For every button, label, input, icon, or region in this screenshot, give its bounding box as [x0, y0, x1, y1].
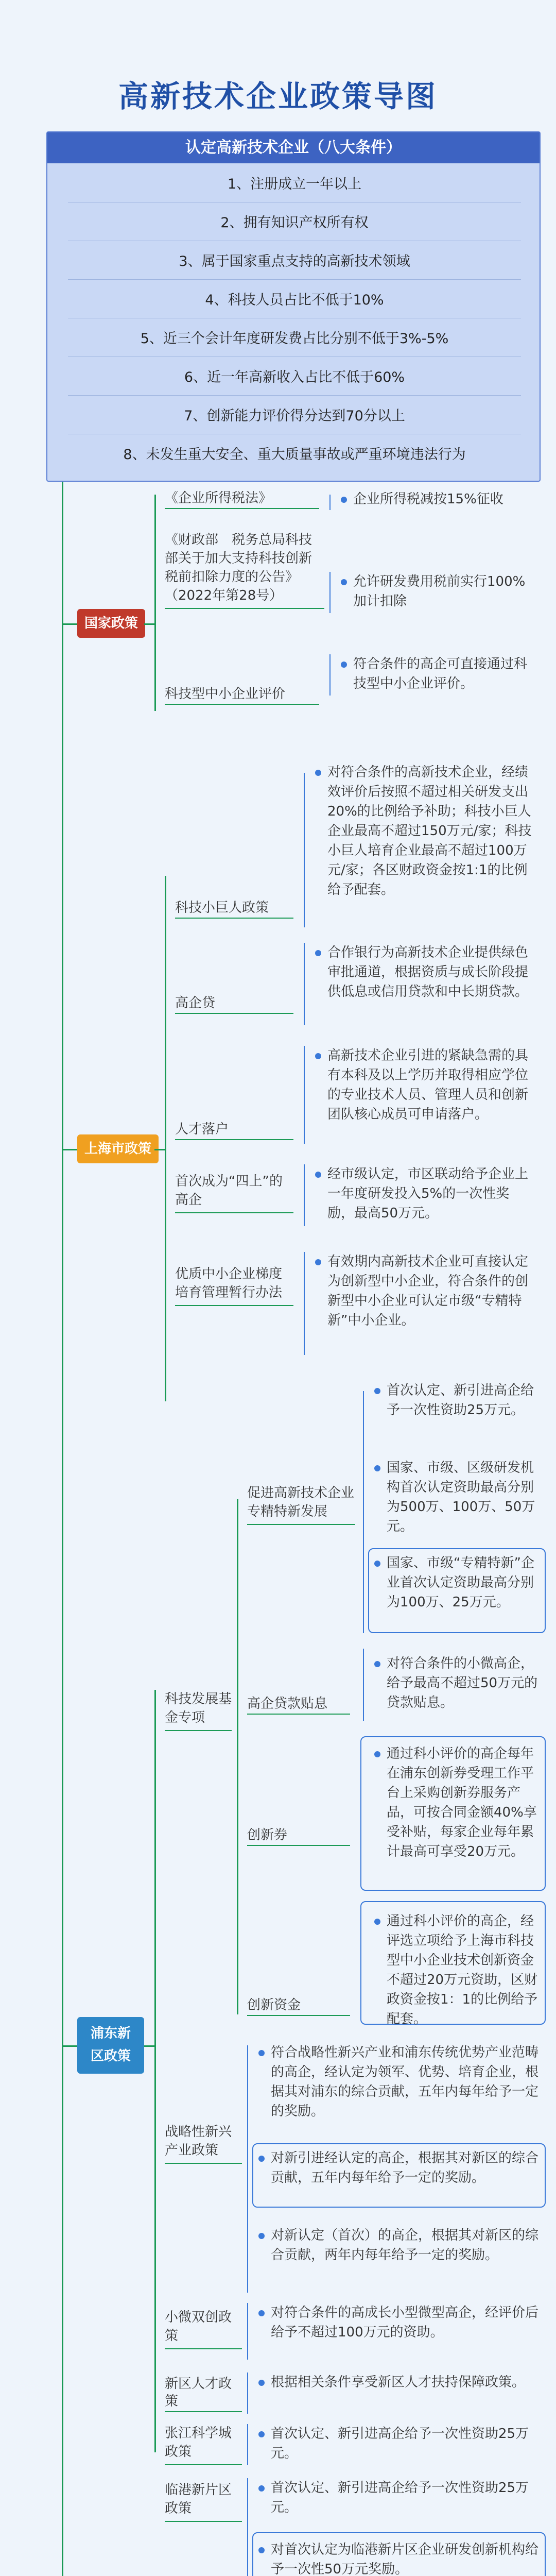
- page-title: 高新技术企业政策导图: [118, 79, 438, 114]
- policy-node: 高企贷款贴息: [247, 1695, 350, 1715]
- leaf-connector: [304, 773, 305, 927]
- policy-detail: 对符合条件的小微高企，给予最高不超过50万元的贷款贴息。: [373, 1654, 543, 1713]
- criteria-item: 4、科技人员占比不低于10%: [205, 292, 384, 308]
- policy-node: 小微双创政策: [165, 2308, 242, 2349]
- connector: [62, 623, 77, 625]
- policy-node: 人才落户: [175, 1121, 293, 1140]
- policy-node: 战略性新兴产业政策: [165, 2123, 242, 2164]
- divider: [68, 395, 521, 396]
- policy-node: 优质中小企业梯度培育管理暂行办法: [175, 1265, 293, 1306]
- criteria-item: 1、注册成立一年以上: [227, 176, 362, 192]
- fund-node: 科技发展基金专项: [165, 1690, 232, 1731]
- policy-node: 科技型中小企业评价: [165, 685, 319, 705]
- leaf-connector: [304, 1164, 305, 1226]
- policy-node: 科技小巨人政策: [175, 899, 293, 919]
- policy-detail: 首次认定、新引进高企给予一次性资助25万元。: [257, 2478, 541, 2517]
- criteria-item: 3、属于国家重点支持的高新技术领域: [179, 253, 410, 269]
- policy-node: 张江科学城政策: [165, 2424, 242, 2465]
- connector: [62, 1149, 77, 1150]
- criteria-panel: [46, 131, 541, 482]
- policy-detail: 允许研发费用税前实行100%加计扣除: [340, 572, 535, 611]
- region-national: 国家政策: [77, 609, 145, 638]
- policy-detail: 对新认定（首次）的高企，根据其对新区的综合贡献，两年内每年给予一定的奖励。: [257, 2226, 541, 2265]
- policy-detail: 合作银行为高新技术企业提供绿色审批通道，根据资质与成长阶段提供低息或信用贷款和中长期贷款。: [314, 943, 535, 1002]
- policy-node: 高企贷: [175, 994, 293, 1014]
- trunk-line: [62, 482, 63, 2576]
- policy-detail: 首次认定、新引进高企给予一次性资助25万元。: [373, 1381, 543, 1420]
- criteria-item: 7、创新能力评价得分达到70分以上: [184, 408, 405, 424]
- policy-detail: 根据相关条件享受新区人才扶持保障政策。: [257, 2372, 541, 2392]
- connector: [62, 2045, 77, 2047]
- branch-line: [154, 1690, 156, 2452]
- policy-detail: 符合条件的高企可直接通过科技型中小企业评价。: [340, 654, 535, 693]
- divider: [68, 279, 521, 280]
- leaf-connector: [329, 495, 331, 510]
- policy-detail: 对新引进经认定的高企，根据其对新区的综合贡献，五年内每年给予一定的奖励。: [257, 2148, 541, 2188]
- leaf-connector: [247, 2045, 248, 2293]
- policy-detail: 符合战略性新兴产业和浦东传统优势产业范畴的高企，经认定为领军、优势、培育企业，根据其对浦东的综合贡献，五年内每年给予一定的奖励。: [257, 2043, 541, 2121]
- leaf-connector: [329, 572, 331, 613]
- policy-detail: 对首次认定为临港新片区企业研发创新机构给予一次性50万元奖励。: [257, 2540, 541, 2576]
- policy-node: 创新券: [247, 1826, 350, 1846]
- policy-detail: 经市级认定，市区联动给予企业上一年度研发投入5%的一次性奖励，最高50万元。: [314, 1164, 535, 1223]
- policy-node: 新区人才政策: [165, 2375, 242, 2412]
- leaf-connector: [247, 2303, 248, 2360]
- connector: [154, 1149, 166, 1150]
- criteria-heading: 认定高新技术企业（八大条件）: [47, 132, 540, 163]
- branch-line: [154, 495, 156, 711]
- policy-detail: 企业所得税减按15%征收: [340, 489, 535, 509]
- policy-detail: 通过科小评价的高企每年在浦东创新券受理工作平台上采购创新券服务产品，可按合同金额40%享受补贴，每家企业每年累计最高可享受20万元。: [373, 1744, 543, 1861]
- leaf-connector: [247, 2478, 248, 2576]
- leaf-connector: [363, 1391, 364, 1633]
- leaf-connector: [363, 1649, 364, 1721]
- criteria-item: 8、未发生重大安全、重大质量事故或严重环境违法行为: [123, 447, 466, 463]
- leaf-connector: [304, 1252, 305, 1355]
- leaf-connector: [247, 2372, 248, 2414]
- policy-detail: 有效期内高新技术企业可直接认定为创新型中小企业，符合条件的创新型中小企业可认定市级“专精特新”中小企业。: [314, 1252, 535, 1330]
- leaf-connector: [329, 654, 331, 696]
- policy-detail: 国家、市级、区级研发机构首次认定资助最高分别为500万、100万、50万元。: [373, 1458, 543, 1536]
- leaf-connector: [247, 2424, 248, 2465]
- region-shanghai: 上海市政策: [77, 1134, 159, 1163]
- leaf-connector: [304, 943, 305, 1025]
- policy-detail: 对符合条件的高成长小型微型高企，经评价后给予不超过100万元的资助。: [257, 2303, 541, 2342]
- connector: [144, 2045, 155, 2047]
- policy-node: 创新资金: [247, 1996, 350, 2016]
- policy-node: 临港新片区政策: [165, 2481, 242, 2522]
- branch-line: [237, 1499, 238, 2014]
- criteria-item: 2、拥有知识产权所有权: [220, 215, 369, 231]
- policy-detail: 对符合条件的高新技术企业，经绩效评价后按照不超过相关研发支出20%的比例给予补助；科技小巨人企业最高不超过150万元/家；科技小巨人培育企业最高不超过100万元/家；各区财政资金按1:1的比例给予配套。: [314, 762, 535, 900]
- policy-node: 《企业所得税法》: [165, 489, 319, 509]
- policy-detail: 首次认定、新引进高企给予一次性资助25万元。: [257, 2424, 541, 2463]
- connector: [144, 623, 155, 625]
- leaf-connector: [304, 1046, 305, 1144]
- region-pudong: 浦东新区政策: [77, 2017, 144, 2074]
- criteria-item: 6、近一年高新收入占比不低于60%: [184, 369, 405, 385]
- policy-detail: 国家、市级“专精特新”企业首次认定资助最高分别为100万、25万元。: [373, 1553, 543, 1612]
- policy-node: 首次成为“四上”的高企: [175, 1172, 293, 1213]
- criteria-item: 5、近三个会计年度研发费占比分别不低于3%-5%: [140, 331, 449, 347]
- policy-node: 《财政部 税务总局科技部关于加大支持科技创新税前扣除力度的公告》（2022年第28号）: [165, 531, 324, 609]
- policy-detail: 高新技术企业引进的紧缺急需的具有本科及以上学历并取得相应学位的专业技术人员、管理人员和创新团队核心成员可申请落户。: [314, 1046, 535, 1124]
- policy-node: 促进高新技术企业专精特新发展: [247, 1484, 355, 1525]
- policy-detail: 通过科小评价的高企，经评选立项给予上海市科技型中小企业技术创新资金不超过20万元资助，区财政资金按1：1的比例给予配套。: [373, 1911, 543, 2029]
- branch-line: [165, 876, 166, 1401]
